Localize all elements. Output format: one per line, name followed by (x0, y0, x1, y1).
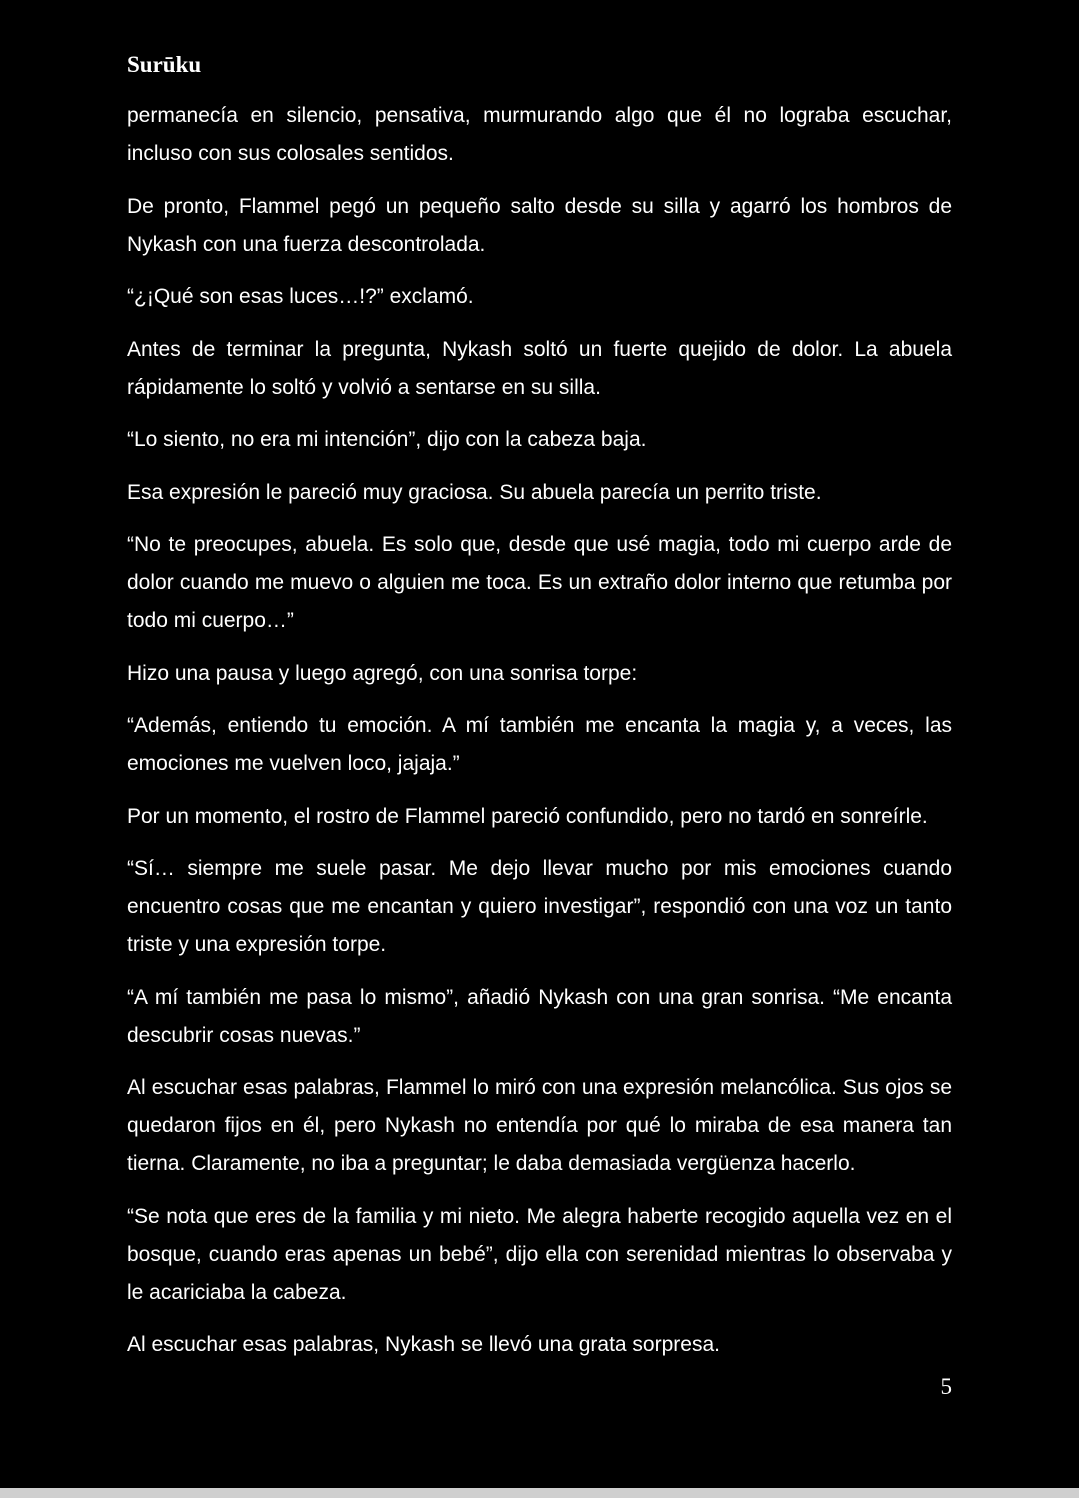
page-bottom-edge (0, 1488, 1079, 1498)
paragraph: permanecía en silencio, pensativa, murmurando algo que él no lograba escuchar, incluso con sus colosales sentidos. (127, 104, 952, 165)
paragraph: “A mí también me pasa lo mismo”, añadió Nykash con una gran sonrisa. “Me encanta descubrir cosas nuevas.” (127, 985, 952, 1047)
running-head-title: Surūku (127, 52, 202, 77)
paragraph: “Sí… siempre me suele pasar. Me dejo llevar mucho por mis emociones cuando encuentro cosas que me encantan y quiero investigar”, respondió con una voz un tanto triste y una expresión torpe. (127, 857, 952, 956)
paragraph: “Se nota que eres de la familia y mi nieto. Me alegra haberte recogido aquella vez en el bosque, cuando eras apenas un bebé”, dijo ella con serenidad mientras lo observaba y le acariciaba la cabeza. (127, 1204, 952, 1304)
paragraph: Al escuchar esas palabras, Nykash se llevó una grata sorpresa. (127, 1333, 720, 1356)
paragraph: De pronto, Flammel pegó un pequeño salto desde su silla y agarró los hombros de Nykash con una fuerza descontrolada. (127, 194, 952, 256)
paragraph: “Lo siento, no era mi intención”, dijo con la cabeza baja. (127, 428, 647, 451)
paragraph: Antes de terminar la pregunta, Nykash soltó un fuerte quejido de dolor. La abuela rápidamente lo soltó y volvió a sentarse en su silla. (127, 337, 952, 399)
paragraph: “No te preocupes, abuela. Es solo que, desde que usé magia, todo mi cuerpo arde de dolor cuando me muevo o alguien me toca. Es un extraño dolor interno que retumba por todo mi cuerpo…” (127, 533, 952, 632)
paragraph: “Además, entiendo tu emoción. A mí también me encanta la magia y, a veces, las emociones me vuelven loco, jajaja.” (127, 714, 952, 775)
page-number: 5 (940, 1374, 952, 1399)
paragraph: “¿¡Qué son esas luces…!?” exclamó. (127, 285, 474, 308)
body-text (127, 97, 952, 1379)
paragraph: Al escuchar esas palabras, Flammel lo miró con una expresión melancólica. Sus ojos se quedaron fijos en él, pero Nykash no entendía por qué lo miraba de esa manera tan tierna. Claramente, no iba a preguntar; le daba demasiada vergüenza hacerlo. (127, 1076, 952, 1175)
paragraph: Hizo una pausa y luego agregó, con una sonrisa torpe: (127, 661, 638, 685)
paragraph: Esa expresión le pareció muy graciosa. Su abuela parecía un perrito triste. (127, 480, 822, 504)
paragraph: Por un momento, el rostro de Flammel pareció confundido, pero no tardó en sonreírle. (127, 804, 928, 828)
